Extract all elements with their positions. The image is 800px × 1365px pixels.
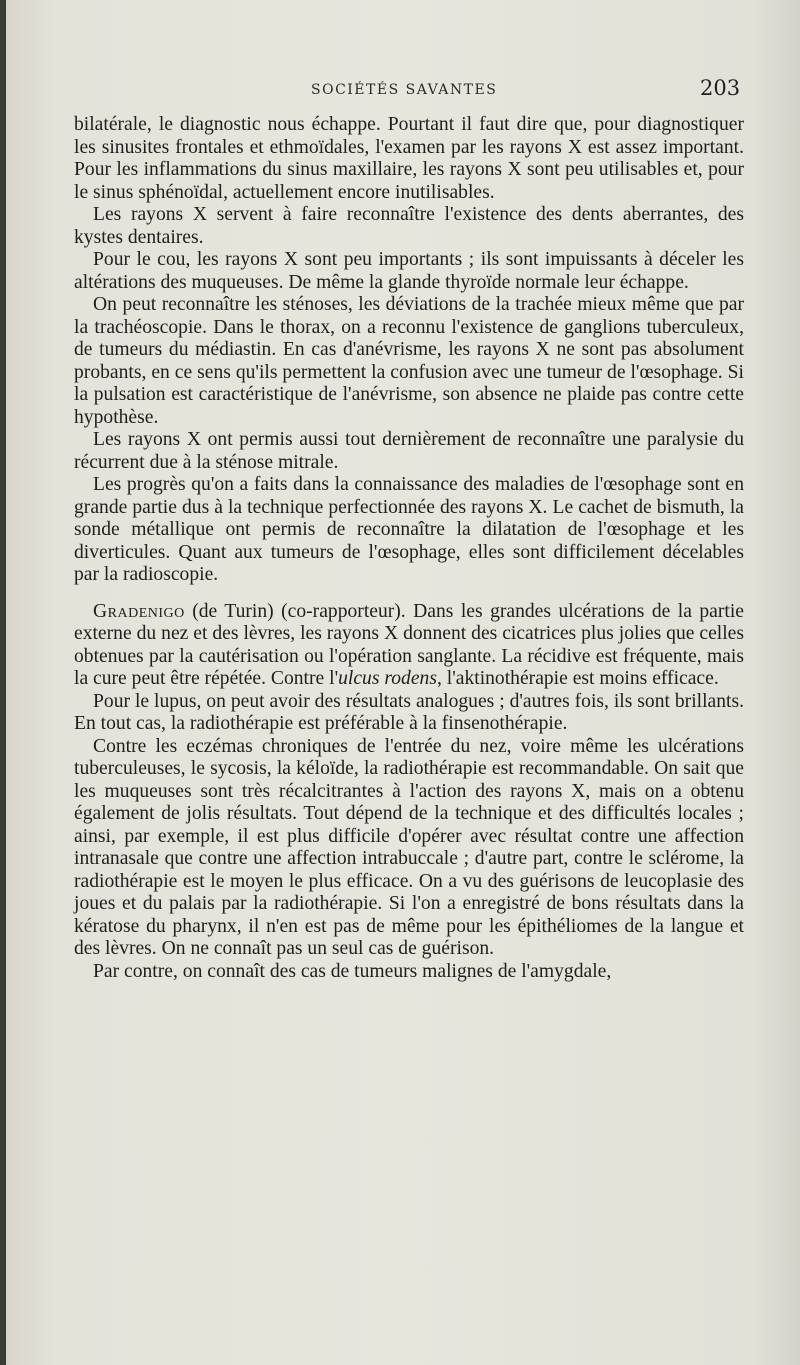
gradenigo-paragraph xyxy=(74,601,744,691)
paragraph: Pour le cou, les rayons X sont peu importants ; ils sont impuissants à déceler les altérations des muqueuses. De même la glande thyroïde normale leur échappe. xyxy=(74,249,744,293)
paragraph: On peut reconnaître les sténoses, les déviations de la trachée mieux même que par la trachéoscopie. Dans le thorax, on a reconnu l'existence de ganglions tuberculeux, de tumeurs du médiastin. En cas d'anévrisme, les rayons X ne sont pas absolument probants, en ce sens qu'ils permettent la confusion avec une tumeur de l'œsophage. Si la pulsation est caractéristique de l'anévrisme, son absence ne plaide pas contre cette hypothèse. xyxy=(74,294,744,428)
paragraph: Les rayons X ont permis aussi tout dernièrement de reconnaître une paralysie du récurrent due à la sténose mitrale. xyxy=(74,429,744,473)
section-gap xyxy=(74,587,744,601)
paragraph-text: Dans les grandes ulcérations de la partie externe du nez et des lèvres, les rayons X donnent des cicatrices plus jolies que celles obtenues par la cautérisation ou l'opération sanglante. La récidive est fréquente, mais la cure peut être répétée. Contre l' xyxy=(74,600,744,689)
paragraph: Les progrès qu'on a faits dans la connaissance des maladies de l'œsophage sont en grande partie dus à la technique perfectionnée des rayons X. Le cachet de bismuth, la sonde métallique ont permis de reconnaître la dilatation de l'œsophage et les diverticules. Quant aux tumeurs de l'œsophage, elles sont difficilement décelables par la radioscopie. xyxy=(74,474,744,585)
page-number: 203 xyxy=(700,76,741,100)
paragraph: Contre les eczémas chroniques de l'entrée du nez, voire même les ulcérations tuberculeuses, le sycosis, la kéloïde, la radiothérapie est recommandable. On sait que les muqueuses sont très récalcitrantes à l'action des rayons X, mais on a obtenu également de jolis résultats. Tout dépend de la technique et des difficultés locales ; ainsi, par exemple, il est plus difficile d'opérer avec résultat contre une affection intranasale que contre une affection intrabuccale ; d'autre part, contre le sclérome, la radiothérapie est le moyen le plus efficace. On a vu des guérisons de leucoplasie des joues et du palais par la radiothérapie. Si l'on a enregistré de bons résultats dans la kératose du pharynx, il n'en est pas de même pour les épithéliomes de la langue et des lèvres. On ne connaît pas un seul cas de guérison. xyxy=(74,735,744,959)
author-name: Gradenigo xyxy=(93,600,185,622)
scanned-page xyxy=(6,0,800,1365)
paragraph: Les rayons X servent à faire reconnaître l'existence des dents aberrantes, des kystes dentaires. xyxy=(74,204,744,248)
paragraph: Par contre, on connaît des cas de tumeurs malignes de l'amygdale, xyxy=(93,960,612,982)
paragraph: Pour le lupus, on peut avoir des résultats analogues ; d'autres fois, ils sont brillants. En tout cas, la radiothérapie est préférable à la finsenothérapie. xyxy=(74,690,744,734)
article-body xyxy=(74,114,744,983)
running-title: SOCIÉTÉS SAVANTES xyxy=(311,82,498,98)
paragraph: bilatérale, le diagnostic nous échappe. Pourtant il faut dire que, pour diagnostiquer les sinusites frontales et ethmoïdales, l'examen par les rayons X est assez important. Pour les inflammations du sinus maxillaire, les rayons X sont peu utilisables et, pour le sinus sphénoïdal, actuellement encore inutilisables. xyxy=(74,114,744,203)
author-affiliation: (de Turin) (co-rapporteur). xyxy=(184,600,406,622)
page-header xyxy=(6,76,800,104)
paragraph-text: , l'aktinothérapie est moins efficace. xyxy=(436,668,719,689)
italic-term: ulcus rodens xyxy=(338,668,437,689)
